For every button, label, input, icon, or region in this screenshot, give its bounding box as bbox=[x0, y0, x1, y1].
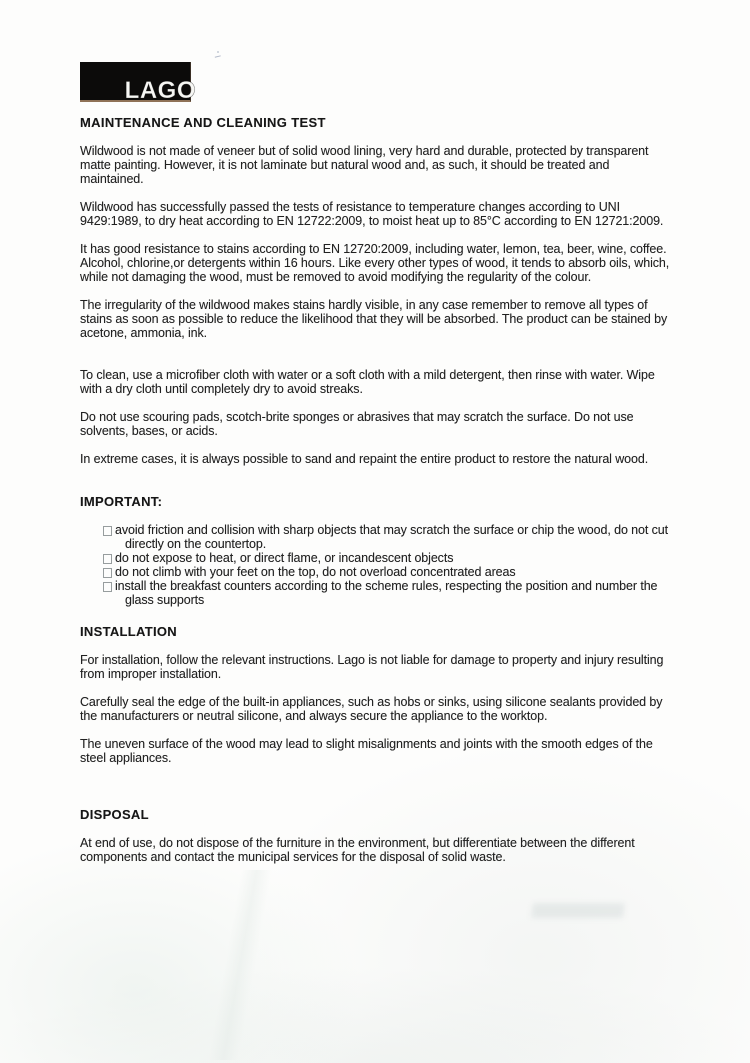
bleed-through-artifact bbox=[531, 903, 625, 918]
disposal-paragraphs bbox=[80, 822, 678, 864]
checkbox-square-icon bbox=[103, 554, 112, 564]
checklist-item-text: avoid friction and collision with sharp objects that may scratch the surface or chip the wood, do not cut directly on the countertop. bbox=[115, 523, 668, 551]
paragraph: For installation, follow the relevant instructions. Lago is not liable for damage to property and injury resulting from improper installation. bbox=[80, 653, 664, 681]
installation-paragraphs bbox=[80, 639, 678, 765]
installation-heading: INSTALLATION bbox=[80, 624, 177, 639]
checkbox-square-icon bbox=[103, 582, 112, 592]
checklist-item bbox=[103, 523, 673, 551]
paragraph: The uneven surface of the wood may lead to slight misalignments and joints with the smooth edges of the steel appliances. bbox=[80, 737, 653, 765]
checkbox-square-icon bbox=[103, 568, 112, 578]
important-heading: IMPORTANT: bbox=[80, 494, 163, 509]
lago-logo bbox=[80, 62, 196, 104]
checklist-item bbox=[103, 565, 673, 579]
cleaning-paragraphs bbox=[80, 340, 678, 466]
checklist-item-text: do not expose to heat, or direct flame, or incandescent objects bbox=[115, 551, 454, 565]
intro-paragraphs bbox=[80, 130, 678, 340]
paragraph: It has good resistance to stains according to EN 12720:2009, including water, lemon, tea, beer, wine, coffee. Alcohol, chlorine,or detergents within 16 hours. Like every other types of wood, it tends to absorb oils, which, while not damaging the wood, must be removed to avoid modifying the regularity of the colour. bbox=[80, 242, 670, 284]
paragraph: The irregularity of the wildwood makes stains hardly visible, in any case remember to remove all types of stains as soon as possible to reduce the likelihood that they will be absorbed. The product can be stained by acetone, ammonia, ink. bbox=[80, 298, 668, 340]
document-content bbox=[0, 62, 750, 864]
scan-speck bbox=[217, 51, 219, 53]
disposal-heading: DISPOSAL bbox=[80, 807, 149, 822]
checklist-item bbox=[103, 551, 673, 565]
paragraph: At end of use, do not dispose of the furniture in the environment, but differentiate between the different components and contact the municipal services for the disposal of solid waste. bbox=[80, 836, 635, 864]
paragraph: Wildwood has successfully passed the tests of resistance to temperature changes according to UNI 9429:1989, to dry heat according to EN 12722:2009, to moist heat up to 85°C according to EN 12721:2009. bbox=[80, 200, 664, 228]
paragraph: Do not use scouring pads, scotch-brite sponges or abrasives that may scratch the surface. Do not use solvents, bases, or acids. bbox=[80, 410, 634, 438]
scan-speck bbox=[215, 55, 222, 59]
checklist-item-text: install the breakfast counters according to the scheme rules, respecting the position and number the glass supports bbox=[115, 579, 658, 607]
checkbox-square-icon bbox=[103, 526, 112, 536]
document-title: MAINTENANCE AND CLEANING TEST bbox=[80, 115, 326, 130]
lago-logo-text: LAGO bbox=[124, 77, 196, 104]
paragraph: Wildwood is not made of veneer but of solid wood lining, very hard and durable, protected by transparent matte painting. However, it is not laminate but natural wood and, as such, it should be treated and maintained. bbox=[80, 144, 649, 186]
paragraph: In extreme cases, it is always possible to sand and repaint the entire product to restore the natural wood. bbox=[80, 452, 649, 466]
paragraph: Carefully seal the edge of the built-in appliances, such as hobs or sinks, using silicone sealants provided by the manufacturers or neutral silicone, and always secure the appliance to the worktop. bbox=[80, 695, 663, 723]
paragraph: To clean, use a microfiber cloth with water or a soft cloth with a mild detergent, then rinse with water. Wipe with a dry cloth until completely dry to avoid streaks. bbox=[80, 368, 655, 396]
checklist-item bbox=[103, 579, 673, 607]
checklist-item-text: do not climb with your feet on the top, do not overload concentrated areas bbox=[115, 565, 516, 579]
important-checklist bbox=[103, 509, 673, 607]
paper-crease-artifact bbox=[180, 870, 300, 1060]
